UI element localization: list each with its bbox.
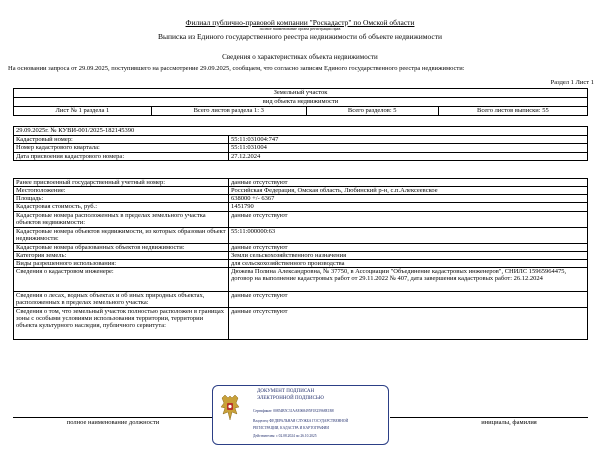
row-label: Кадастровые номера расположенных в пределах земельного участка объектов недвижимости: xyxy=(14,211,229,227)
row-value: 638000 +/- 6367 xyxy=(229,195,588,203)
row-label: Виды разрешенного использования: xyxy=(14,259,229,267)
table-row xyxy=(14,152,588,161)
table-row xyxy=(14,227,588,243)
row-label: Сведения о кадастровом инженере: xyxy=(14,267,229,291)
table-row xyxy=(14,187,588,195)
sheets-in-section: Всего листов раздела 1: 3 xyxy=(151,107,306,116)
details-table xyxy=(13,178,588,340)
position-signature-line xyxy=(13,417,213,418)
identity-table xyxy=(13,126,588,161)
name-signature-line xyxy=(430,417,588,418)
row-value: данные отсутствуют xyxy=(229,307,588,339)
table-row xyxy=(14,144,588,153)
table-row xyxy=(14,291,588,307)
table-row xyxy=(14,251,588,259)
sections-total: Всего разделов: 5 xyxy=(306,107,438,116)
row-label: Кадастровая стоимость, руб.: xyxy=(14,203,229,211)
row-label: Дата присвоения кадастрового номера: xyxy=(14,152,229,161)
sheets-total: Всего листов выписки: 55 xyxy=(438,107,587,116)
row-label: Местоположение: xyxy=(14,187,229,195)
row-label: Ранее присвоенный государственный учетный номер: xyxy=(14,179,229,187)
row-value: Земли сельскохозяйственного назначения xyxy=(229,251,588,259)
row-value: Российская Федерация, Омская область, Любинский р-н, с.п.Алексеевское xyxy=(229,187,588,195)
section-title: Сведения о характеристиках объекта недвижимости xyxy=(222,53,378,61)
stamp-owner: Владелец: ФЕДЕРАЛЬНАЯ СЛУЖБА ГОСУДАРСТВЕННОЙ xyxy=(253,419,349,423)
table-row xyxy=(14,307,588,339)
page-info: Раздел 1 Лист 1 xyxy=(550,79,594,86)
object-kind: Земельный участок xyxy=(14,89,588,98)
extract-date-number: 29.09.2025г. № КУВИ-001/2025-182145390 xyxy=(14,127,588,136)
row-value: данные отсутствуют xyxy=(229,211,588,227)
row-label: Номер кадастрового квартала: xyxy=(14,144,229,153)
coat-of-arms-icon xyxy=(219,394,241,422)
position-caption: полное наименование должности xyxy=(66,419,160,426)
stamp-certificate: Сертификат: 00854B5C31AAE068495F1E25968E1B8 xyxy=(253,409,334,413)
row-value: 55:11:031004 xyxy=(229,144,588,153)
table-row xyxy=(14,179,588,187)
row-value: 27.12.2024 xyxy=(229,152,588,161)
row-label: Кадастровые номера объектов недвижимости, из которых образован объект недвижимости: xyxy=(14,227,229,243)
row-label: Категория земель: xyxy=(14,251,229,259)
object-summary-table xyxy=(13,88,588,116)
row-value: Дюжева Полина Александровна, № 37750, в Ассоциации "Объединение кадастровых инженеров", СНИЛС 15965964475, договор на выполнение кадастровых работ от 29.11.2022 № 407, дата завершения кадастровых работ: 26.12.2024 xyxy=(229,267,588,291)
row-value: данные отсутствуют xyxy=(229,179,588,187)
row-value: для сельскохозяйственного производства xyxy=(229,259,588,267)
table-row xyxy=(14,203,588,211)
row-label: Кадастровые номера образованных объектов недвижимости: xyxy=(14,243,229,251)
row-value: 55:11:000000:63 xyxy=(229,227,588,243)
row-value: данные отсутствуют xyxy=(229,291,588,307)
organization-caption: полное наименование органа регистрации прав xyxy=(259,26,341,31)
table-row xyxy=(14,195,588,203)
name-caption: инициалы, фамилия xyxy=(481,419,537,426)
row-label: Площадь: xyxy=(14,195,229,203)
organization-name: Филиал публично-правовой компании "Роскадастр" по Омской области xyxy=(185,18,415,27)
stamp-owner-continued: РЕГИСТРАЦИИ, КАДАСТРА И КАРТОГРАФИИ xyxy=(253,426,329,430)
row-label: Сведения о том, что земельный участок полностью расположен в границах зоны с особыми условиями использования территории, территории объекта культурного наследия, публичного сервитута: xyxy=(14,307,229,339)
basis-text: На основании запроса от 29.09.2025, поступившего на рассмотрение 29.09.2025, сообщаем, что согласно записям Единого государственного реестра недвижимости: xyxy=(8,65,465,72)
row-value: 55:11:031004:747 xyxy=(229,135,588,144)
stamp-subtitle: ЭЛЕКТРОННОЙ ПОДПИСЬЮ xyxy=(257,396,324,401)
row-value: данные отсутствуют xyxy=(229,243,588,251)
signature-line xyxy=(390,417,430,418)
electronic-signature-stamp xyxy=(212,385,389,445)
table-row xyxy=(14,267,588,291)
row-label: Сведения о лесах, водных объектах и об иных природных объектах, расположенных в пределах земельного участка: xyxy=(14,291,229,307)
document-title: Выписка из Единого государственного реестра недвижимости об объекте недвижимости xyxy=(157,32,443,41)
table-row xyxy=(14,211,588,227)
row-value: 1451790 xyxy=(229,203,588,211)
sheet-number: Лист № 1 раздела 1 xyxy=(14,107,152,116)
row-label: Кадастровый номер: xyxy=(14,135,229,144)
object-kind-caption: вид объекта недвижимости xyxy=(14,98,588,107)
table-row xyxy=(14,243,588,251)
stamp-title: ДОКУМЕНТ ПОДПИСАН xyxy=(257,389,315,394)
stamp-validity: Действителен: с 02.08.2024 по 26.10.2025 xyxy=(253,434,317,438)
table-row xyxy=(14,259,588,267)
table-row xyxy=(14,135,588,144)
